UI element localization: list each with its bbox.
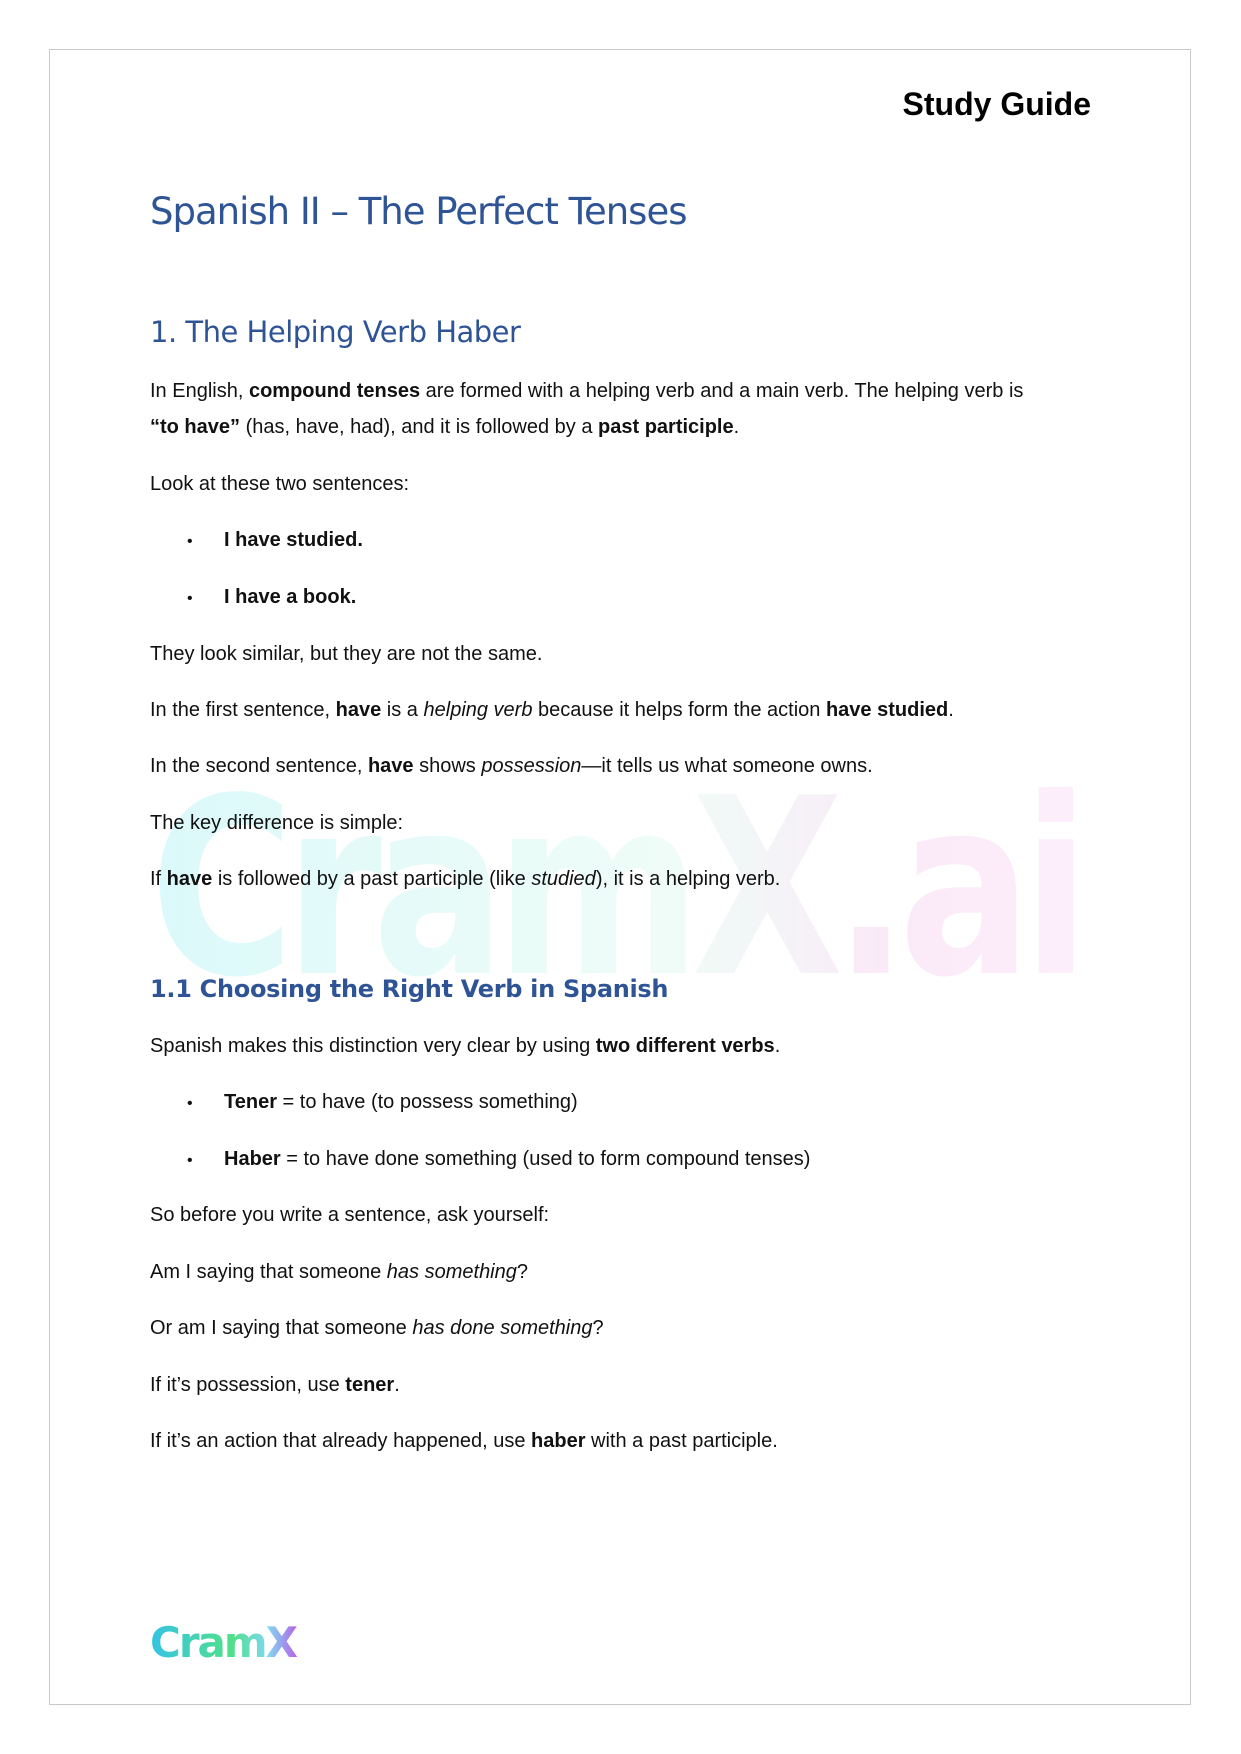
second-sentence-paragraph: In the second sentence, have shows possession—it tells us what someone owns. xyxy=(150,755,873,777)
list-item: • I have studied. xyxy=(187,522,363,560)
rule-paragraph: If have is followed by a past participle (like studied), it is a helping verb. xyxy=(150,868,781,890)
possession-paragraph: If it’s possession, use tener. xyxy=(150,1374,400,1396)
intro-paragraph-line-2: “to have” (has, have, had), and it is followed by a past participle. xyxy=(150,416,740,438)
similar-paragraph: They look similar, but they are not the same. xyxy=(150,643,543,665)
list-item: • I have a book. xyxy=(187,579,356,617)
cramx-logo xyxy=(150,1617,300,1665)
list-item: • Tener = to have (to possess something) xyxy=(187,1084,578,1122)
bullet-icon: • xyxy=(187,1095,193,1112)
document-title: Spanish II – The Perfect Tenses xyxy=(150,190,687,233)
action-paragraph: If it’s an action that already happened, use haber with a past participle. xyxy=(150,1430,778,1452)
bullet-icon: • xyxy=(187,533,193,550)
watermark-text: CramX.ai xyxy=(150,748,1080,998)
study-guide-label: Study Guide xyxy=(902,86,1091,122)
distinction-paragraph: Spanish makes this distinction very clear by using two different verbs. xyxy=(150,1035,781,1057)
bullet-icon: • xyxy=(187,1152,193,1169)
look-paragraph: Look at these two sentences: xyxy=(150,473,410,495)
question-1-paragraph: Am I saying that someone has something? xyxy=(150,1261,528,1283)
section-1-1-heading: 1.1 Choosing the Right Verb in Spanish xyxy=(150,975,669,1003)
intro-paragraph-line-1: In English, compound tenses are formed with a helping verb and a main verb. The helping verb is xyxy=(150,380,1024,402)
first-sentence-paragraph: In the first sentence, have is a helping verb because it helps form the action have studied. xyxy=(150,699,954,721)
key-difference-paragraph: The key difference is simple: xyxy=(150,812,404,834)
bullet-icon: • xyxy=(187,590,193,607)
section-1-heading: 1. The Helping Verb Haber xyxy=(150,315,521,349)
list-item: • Haber = to have done something (used to form compound tenses) xyxy=(187,1141,810,1179)
logo-text: CramX xyxy=(150,1618,298,1665)
ask-paragraph: So before you write a sentence, ask yourself: xyxy=(150,1204,550,1226)
question-2-paragraph: Or am I saying that someone has done something? xyxy=(150,1317,604,1339)
